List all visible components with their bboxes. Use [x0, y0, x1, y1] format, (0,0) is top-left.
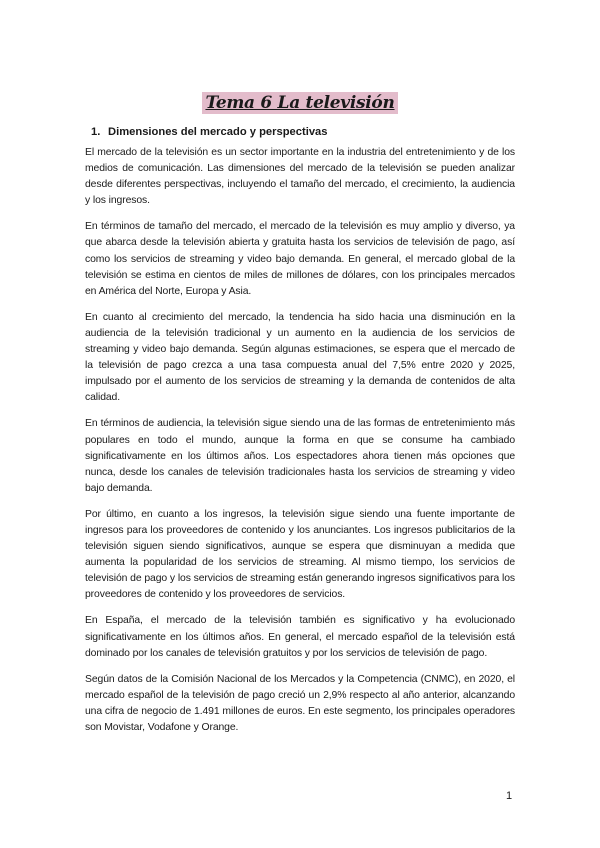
section-heading	[91, 126, 328, 138]
page-number: 1	[506, 790, 513, 802]
title-wrapper	[0, 92, 600, 114]
section-heading-text: Dimensiones del mercado y perspectivas	[108, 126, 328, 138]
paragraph-5: Por último, en cuanto a los ingresos, la televisión sigue siendo una fuente importante de ingresos para los proveedores de contenido y los anunciantes. Los ingresos publicitarios de la televisión siguen siendo significativos, aunque se espera que disminuyan a medida que aumenta la popularidad de los servicios de streaming. Al mismo tiempo, los servicios de televisión de pago y los servicios de streaming están generando ingresos significativos para los proveedores de contenido y los proveedores de servicios.	[85, 508, 515, 601]
section-number: 1.	[91, 126, 101, 138]
paragraph-3: En cuanto al crecimiento del mercado, la tendencia ha sido hacia una disminución en la audiencia de la televisión tradicional y un aumento en la audiencia de los servicios de streaming y video bajo demanda. Según algunas estimaciones, se espera que el mercado de la televisión de pago crezca a una tasa compuesta anual del 7,5% entre 2020 y 2025, impulsado por el aumento de los servicios de streaming y la demanda de contenidos de alta calidad.	[85, 311, 515, 404]
page-title: Tema 6 La televisión	[202, 92, 397, 114]
paragraph-1: El mercado de la televisión es un sector importante en la industria del entretenimiento y de los medios de comunicación. Las dimensiones del mercado de la televisión se pueden analizar desde diferentes perspectivas, incluyendo el tamaño del mercado, el crecimiento, la audiencia y los ingresos.	[85, 147, 515, 207]
body-text	[85, 145, 515, 746]
paragraph-2: En términos de tamaño del mercado, el mercado de la televisión es muy amplio y diverso, ya que abarca desde la televisión abierta y gratuita hasta los servicios de televisión de pago, así como los servicios de streaming y video bajo demanda. En general, el mercado global de la televisión se estima en cientos de miles de millones de dólares, con los principales mercados en América del Norte, Europa y Asia.	[85, 221, 515, 297]
paragraph-4: En términos de audiencia, la televisión sigue siendo una de las formas de entretenimiento más populares en todo el mundo, aunque la forma en que se consume ha cambiado significativamente en los últimos años. Los espectadores ahora tienen más opciones que nunca, desde los canales de televisión tradicionales hasta los servicios de streaming y video bajo demanda.	[85, 418, 515, 494]
paragraph-7: Según datos de la Comisión Nacional de los Mercados y la Competencia (CNMC), en 2020, el mercado español de la televisión de pago creció un 2,9% respecto al año anterior, alcanzando una cifra de negocio de 1.491 millones de euros. En este segmento, los principales operadores son Movistar, Vodafone y Orange.	[85, 673, 515, 733]
paragraph-6: En España, el mercado de la televisión también es significativo y ha evolucionado significativamente en los últimos años. En general, el mercado español de la televisión está dominado por los canales de televisión gratuitos y por los servicios de televisión de pago.	[85, 615, 515, 659]
